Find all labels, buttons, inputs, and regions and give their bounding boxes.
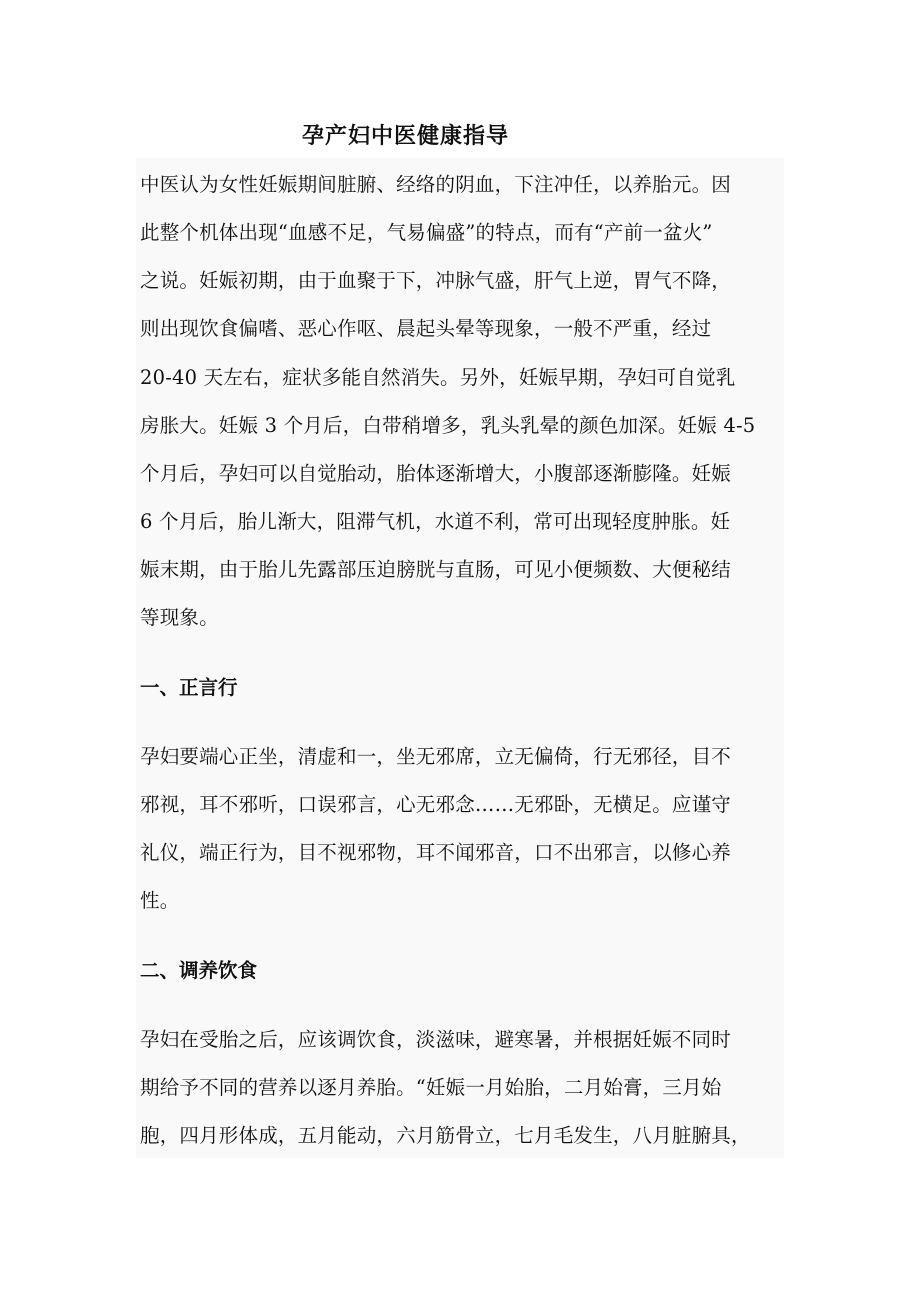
document-body (136, 158, 784, 1158)
intro-line-6: 房胀大。妊娠 3 个月后，白带稍增多，乳头乳晕的颜色加深。妊娠 4-5 (140, 414, 756, 437)
section-heading-1: 一、正言行 (140, 676, 238, 699)
section1-line-1: 孕妇要端心正坐，清虚和一，坐无邪席，立无偏倚，行无邪径，目不 (140, 745, 732, 768)
intro-line-7: 个月后，孕妇可以自觉胎动，胎体逐渐增大，小腹部逐渐膨隆。妊娠 (140, 462, 732, 485)
section1-line-4: 性。 (140, 889, 180, 912)
intro-line-4: 则出现饮食偏嗜、恶心作呕、晨起头晕等现象，一般不严重，经过 (140, 317, 712, 340)
section2-line-1: 孕妇在受胎之后，应该调饮食，淡滋味，避寒暑，并根据妊娠不同时 (140, 1028, 732, 1051)
intro-line-1: 中医认为女性妊娠期间脏腑、经络的阴血，下注冲任，以养胎元。因 (140, 173, 732, 196)
section1-line-3: 礼仪，端正行为，目不视邪物，耳不闻邪音，口不出邪言，以修心养 (140, 841, 732, 864)
intro-line-9: 娠末期，由于胎儿先露部压迫膀胱与直肠，可见小便频数、大便秘结 (140, 558, 732, 581)
intro-line-5: 20-40 天左右，症状多能自然消失。另外，妊娠早期，孕妇可自觉乳 (140, 366, 736, 389)
section1-line-2: 邪视，耳不邪听，口误邪言，心无邪念……无邪卧，无横足。应谨守 (140, 793, 732, 816)
intro-line-3: 之说。妊娠初期，由于血聚于下，冲脉气盛，肝气上逆，胃气不降， (140, 269, 732, 292)
intro-line-2: 此整个机体出现“血感不足，气易偏盛”的特点，而有“产前一盆火” (140, 221, 713, 244)
intro-line-10: 等现象。 (140, 606, 219, 629)
section2-line-3: 胞，四月形体成，五月能动，六月筋骨立，七月毛发生，八月脏腑具， (140, 1124, 751, 1147)
section-heading-2: 二、调养饮食 (140, 959, 258, 982)
section2-line-2: 期给予不同的营养以逐月养胎。“妊娠一月始胎，二月始膏，三月始 (140, 1076, 722, 1099)
intro-line-8: 6 个月后，胎儿渐大，阻滞气机，水道不利，常可出现轻度肿胀。妊 (140, 510, 731, 533)
document-title: 孕产妇中医健康指导 (302, 123, 510, 149)
